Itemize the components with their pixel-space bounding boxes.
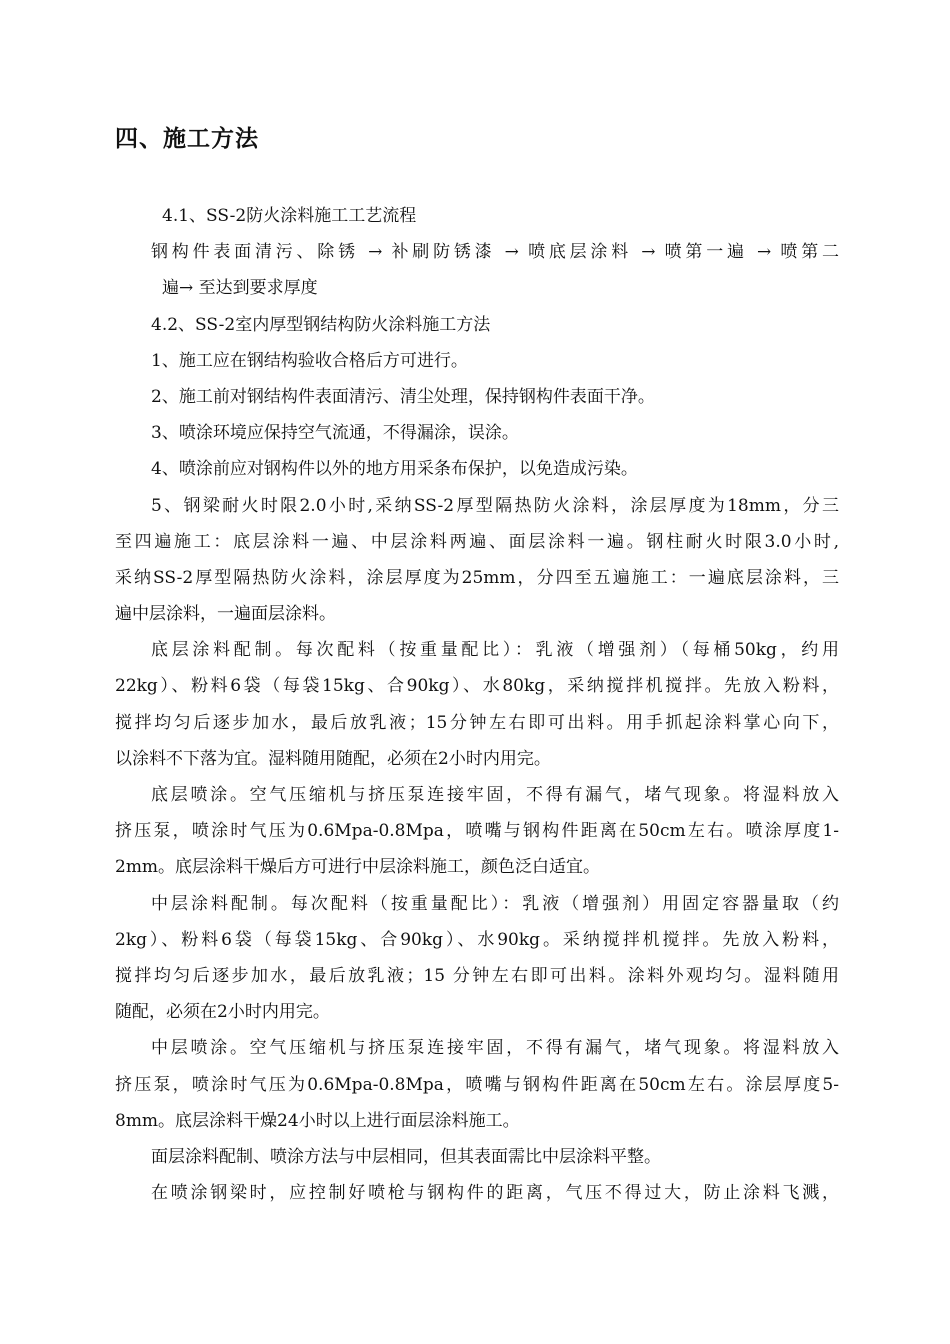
paragraph-line: 至四遍施工：底层涂料一遍、中层涂料两遍、面层涂料一遍。钢柱耐火时限3.0小时, [115, 531, 839, 552]
paragraph-middle-coat-spraying: 中层喷涂。空气压缩机与挤压泵连接牢固，不得有漏气，堵气现象。将湿料放入 [151, 1038, 839, 1059]
paragraph-top-coat: 面层涂料配制、喷涂方法与中层相同，但其表面需比中层涂料平整。 [151, 1146, 661, 1167]
paragraph-line: 22kg）、粉料6袋（每袋15kg、合90kg）、水80kg，采纳搅拌机搅拌。先放入粉料， [115, 676, 839, 697]
paragraph-line: 8mm。底层涂料干燥24小时以上进行面层涂料施工。 [115, 1110, 520, 1131]
numbered-item-5: 5、钢梁耐火时限2.0小时,采纳SS-2厚型隔热防火涂料，涂层厚度为18mm，分三 [151, 495, 839, 516]
numbered-item-1: 1、施工应在钢结构验收合格后方可进行。 [151, 350, 468, 371]
paragraph-line: 随配，必须在2小时内用完。 [115, 1002, 330, 1023]
subsection-title-4-2: 4.2、SS-2室内厚型钢结构防火涂料施工方法 [151, 314, 491, 335]
section-heading: 四、施工方法 [115, 126, 259, 152]
paragraph-line: 挤压泵，喷涂时气压为0.6Mpa-0.8Mpa，喷嘴与钢构件距离在50cm左右。涂层厚度5- [115, 1074, 839, 1095]
paragraph-line: 以涂料不下落为宜。湿料随用随配，必须在2小时内用完。 [115, 748, 551, 769]
numbered-item-3: 3、喷涂环境应保持空气流通，不得漏涂，误涂。 [151, 423, 519, 444]
paragraph-line: 2mm。底层涂料干燥后方可进行中层涂料施工，颜色泛白适宜。 [115, 857, 601, 878]
paragraph-line: 2kg）、粉料6袋（每袋15kg、合90kg）、水90kg。采纳搅拌机搅拌。先放入粉料， [115, 929, 839, 950]
process-flow-line: 遍→ 至达到要求厚度 [162, 278, 318, 299]
numbered-item-4: 4、喷涂前应对钢构件以外的地方用采条布保护，以免造成污染。 [151, 459, 638, 480]
paragraph-steel-beam-spraying: 在喷涂钢梁时，应控制好喷枪与钢构件的距离，气压不得过大，防止涂料飞溅， [151, 1183, 839, 1204]
numbered-item-2: 2、施工前对钢结构件表面清污、清尘处理，保持钢构件表面干净。 [151, 386, 655, 407]
paragraph-line: 采纳SS-2厚型隔热防火涂料，涂层厚度为25mm，分四至五遍施工：一遍底层涂料，三 [115, 567, 839, 588]
paragraph-middle-coat-mixing: 中层涂料配制。每次配料（按重量配比）：乳液（增强剂）用固定容器量取（约 [151, 893, 839, 914]
paragraph-base-coat-mixing: 底层涂料配制。每次配料（按重量配比）：乳液（增强剂）（每桶50kg，约用 [151, 640, 839, 661]
paragraph-base-coat-spraying: 底层喷涂。空气压缩机与挤压泵连接牢固，不得有漏气，堵气现象。将湿料放入 [151, 785, 839, 805]
paragraph-line: 搅拌均匀后逐步加水，最后放乳液；15 分钟左右即可出料。涂料外观均匀。湿料随用 [115, 965, 839, 986]
subsection-title-4-1: 4.1、SS-2防火涂料施工工艺流程 [162, 206, 417, 226]
paragraph-line: 搅拌均匀后逐步加水，最后放乳液；15分钟左右即可出料。用手抓起涂料掌心向下， [115, 712, 839, 733]
paragraph-line: 遍中层涂料，一遍面层涂料。 [115, 604, 336, 625]
body-text [115, 198, 839, 1211]
paragraph-line: 挤压泵，喷涂时气压为0.6Mpa-0.8Mpa，喷嘴与钢构件距离在50cm左右。喷涂厚度1- [115, 821, 839, 842]
process-flow-line: 钢构件表面清污、除锈 → 补刷防锈漆 → 喷底层涂料 → 喷第一遍 → 喷第二 [151, 242, 839, 263]
